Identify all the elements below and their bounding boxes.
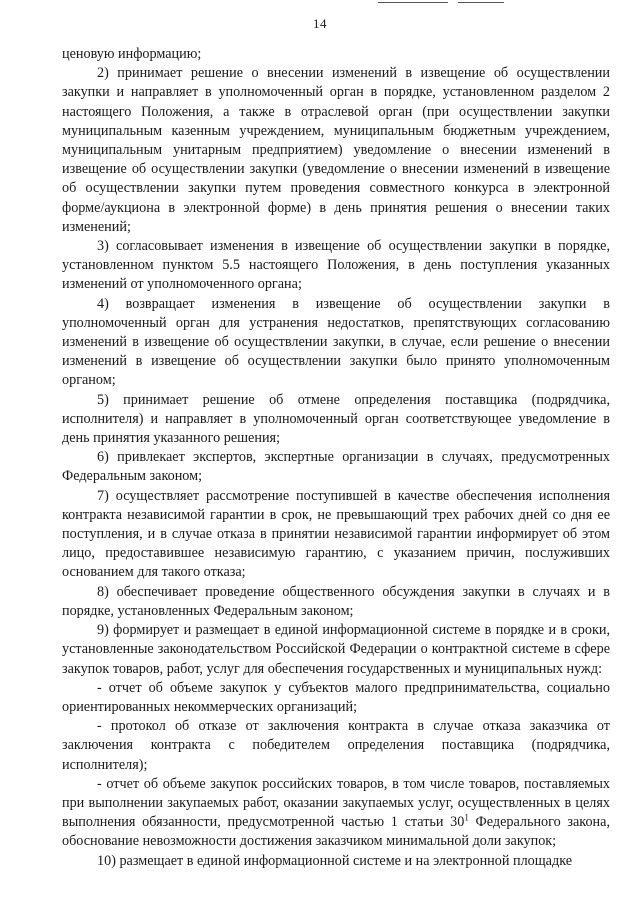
paragraph-item-10: 10) размещает в единой информационной системе и на электронной площадке [97,852,573,869]
paragraph-item-9: 9) формирует и размещает в единой информационной системе в порядке и в сроки, установленные законодательством Российской Федерации о контрактной системе в сфере закупок товаров, работ, услуг для обеспечения государственных и муниципальных нужд: [62,622,610,677]
paragraph-item-5: 5) принимает решение об отмене определения поставщика (подрядчика, исполнителя) и направляет в уполномоченный орган соответствующее уведомление в день принятия указанного решения; [62,391,610,447]
list-item-text-end: Федерального закона, обоснование невозможности достижения заказчиком минимальной доли закупок; [62,814,610,850]
paragraph-item-2: 2) принимает решение о внесении изменений в извещение об осуществлении закупки и направляет в уполномоченный орган в порядке, установленном разделом 2 настоящего Положения, а также в отраслевой орган (при осуществлении закупки муниципальным казенным учреждением, муниципальным бюджетным учреждением, муниципальным унитарным предприятием) уведомление о внесении изменений в извещение об осуществлении закупки (уведомление о внесении изменений в извещение об осуществлении закупки путем проведения совместного конкурса в электронной форме/аукциона в электронной форме) в день принятия решения о внесении таких изменений; [62,65,610,235]
list-item-refusal-protocol: - протокол об отказе от заключения контракта в случае отказа заказчика от заключения контракта с победителем определения поставщика (подрядчика, исполнителя); [62,718,610,773]
paragraph-continuation: ценовую информацию; [62,46,202,62]
paragraph-item-3: 3) согласовывает изменения в извещение об осуществлении закупки в порядке, установленном пунктом 5.5 настоящего Положения, в день поступления указанных изменений от уполномоченного органа; [62,238,610,293]
paragraph-item-7: 7) осуществляет рассмотрение поступившей в качестве обеспечения исполнения контракта независимой гарантии в срок, не превышающий трех рабочих дней со дня ее поступления, и в случае отказа в принятии независимой гарантии информирует об этом лицо, предоставившее независимую гарантию, с указанием причин, послуживших основанием для такого отказа; [62,487,610,581]
document-body [62,45,610,871]
paragraph-item-6: 6) привлекает экспертов, экспертные организации в случаях, предусмотренных Федеральным законом; [62,449,610,485]
list-item-russian-goods-report [62,775,610,852]
paragraph-item-8: 8) обеспечивает проведение общественного обсуждения закупки в случаях и в порядке, установленных Федеральным законом; [62,583,610,619]
top-edge-line [378,2,448,3]
list-item-text-start: - отчет об объеме закупок российских товаров, в том числе товаров, поставляемых при выполнении закупаемых работ, оказании закупаемых услуг, осуществленных в целях выполнения обязанности, предусмотренной частью 1 статьи 30 [62,775,610,831]
list-item-small-business-report: - отчет об объеме закупок у субъектов малого предпринимательства, социально ориентированных некоммерческих организаций; [62,679,610,715]
article-superscript: 1 [464,812,469,823]
paragraph-item-4: 4) возвращает изменения в извещение об осуществлении закупки в уполномоченный орган для устранения недостатков, препятствующих согласованию изменений в извещение об осуществлении закупки, в случае, если решение о внесении изменений в извещение об осуществлении закупки было принято уполномоченным органом; [62,295,610,389]
top-edge-line [458,2,504,3]
page-number: 14 [313,16,327,31]
